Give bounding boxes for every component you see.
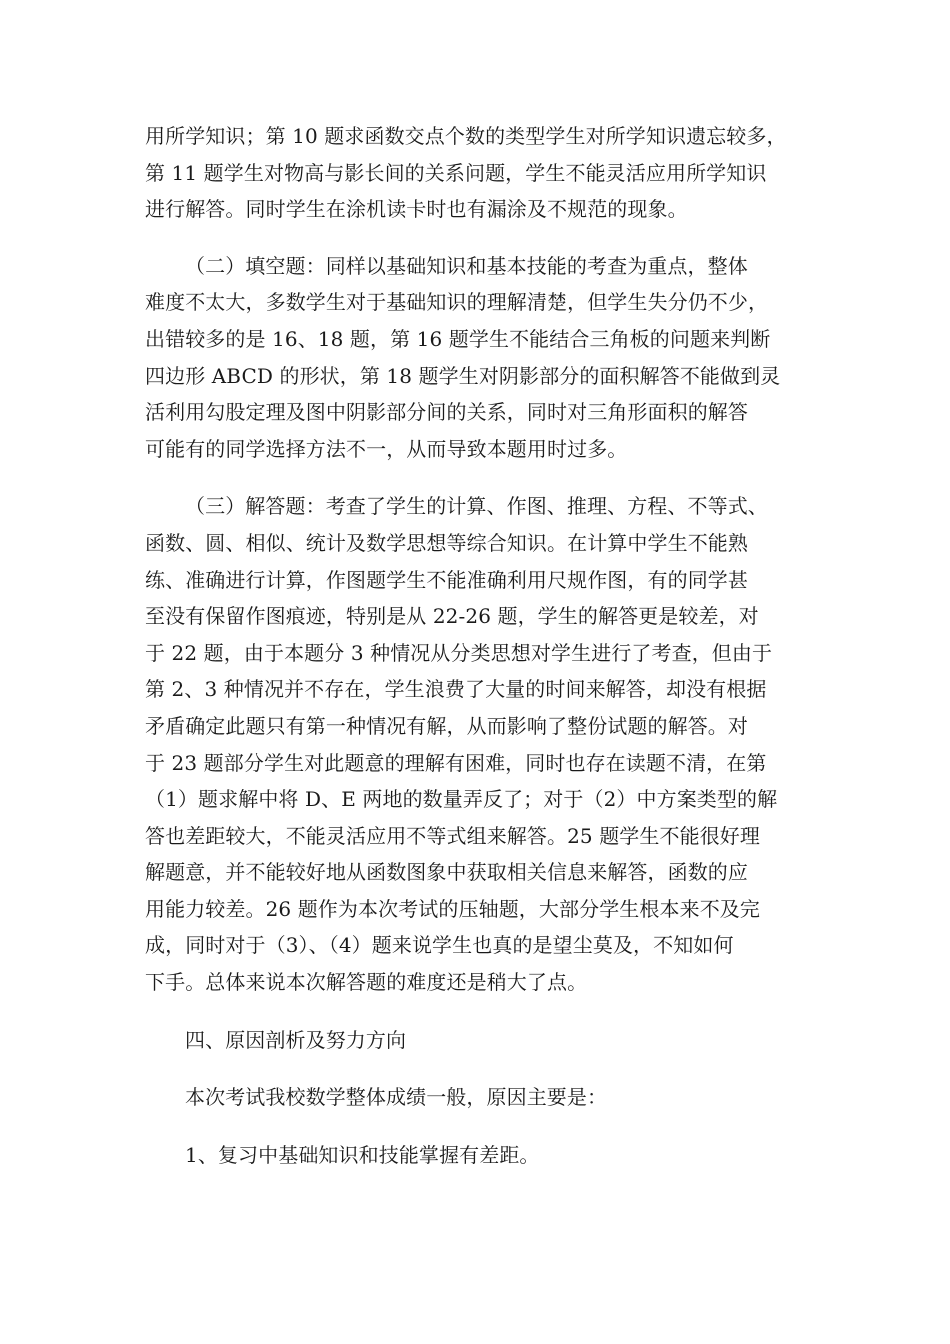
text-line: 第 11 题学生对物高与影长间的关系问题，学生不能灵活应用所学知识 [145,160,767,185]
text-line: （1）题求解中将 D、E 两地的数量弄反了；对于（2）中方案类型的解 [145,787,778,812]
text-line: 四边形 ABCD 的形状，第 18 题学生对阴影部分的面积解答不能做到灵 [145,363,781,388]
text-line: 练、准确进行计算，作图题学生不能准确利用尺规作图，有的同学甚 [145,567,748,592]
text-line: 答也差距较大，不能灵活应用不等式组来解答。25 题学生不能很好理 [145,823,761,848]
text-line: 第 2、3 种情况并不存在，学生浪费了大量的时间来解答，却没有根据 [145,677,767,702]
text-line: 于 23 题部分学生对此题意的理解有困难，同时也存在读题不清，在第 [145,750,767,775]
text-line: （二）填空题：同样以基础知识和基本技能的考查为重点，整体 [185,253,748,278]
document-page [145,118,805,1173]
text-line: 可能有的同学选择方法不一，从而导致本题用时过多。 [145,436,628,461]
text-line: 用能力较差。26 题作为本次考试的压轴题，大部分学生根本来不及完 [145,896,761,921]
text-line: 用所学知识；第 10 题求函数交点个数的类型学生对所学知识遗忘较多， [145,124,787,148]
text-line: 函数、圆、相似、统计及数学思想等综合知识。在计算中学生不能熟 [145,530,748,555]
text-line: 难度不太大，多数学生对于基础知识的理解清楚，但学生失分仍不少， [145,290,769,315]
paragraph-solution-analysis [145,488,805,1000]
paragraph-choice-analysis-continued [145,118,805,228]
text-line: 出错较多的是 16、18 题，第 16 题学生不能结合三角板的问题来判断 [145,326,771,351]
text-line: 下手。总体来说本次解答题的难度还是稍大了点。 [145,970,588,995]
paragraph-fill-in-blank-analysis [145,248,805,468]
text-line: （三）解答题：考查了学生的计算、作图、推理、方程、不等式、 [185,494,768,519]
text-line: 至没有保留作图痕迹，特别是从 22-26 题，学生的解答更是较差，对 [145,604,759,629]
paragraph-overall-results [145,1079,805,1116]
section-heading-text: 四、原因剖析及努力方向 [185,1027,407,1052]
text-line: 进行解答。同时学生在涂机读卡时也有漏涂及不规范的现象。 [145,197,688,222]
text-line: 解题意，并不能较好地从函数图象中获取相关信息来解答，函数的应 [145,860,748,885]
section-heading-causes [145,1022,805,1059]
text-line: 本次考试我校数学整体成绩一般，原因主要是： [185,1085,608,1110]
text-line: 活利用勾股定理及图中阴影部分间的关系，同时对三角形面积的解答 [145,400,748,425]
text-line: 成，同时对于（3）、（4）题来说学生也真的是望尘莫及，不知如何 [145,933,734,958]
text-line: 于 22 题，由于本题分 3 种情况从分类思想对学生进行了考查，但由于 [145,640,773,665]
list-item-reason-1 [145,1137,805,1174]
text-line: 1、复习中基础知识和技能掌握有差距。 [185,1142,540,1167]
text-line: 矛盾确定此题只有第一种情况有解，从而影响了整份试题的解答。对 [145,713,748,738]
